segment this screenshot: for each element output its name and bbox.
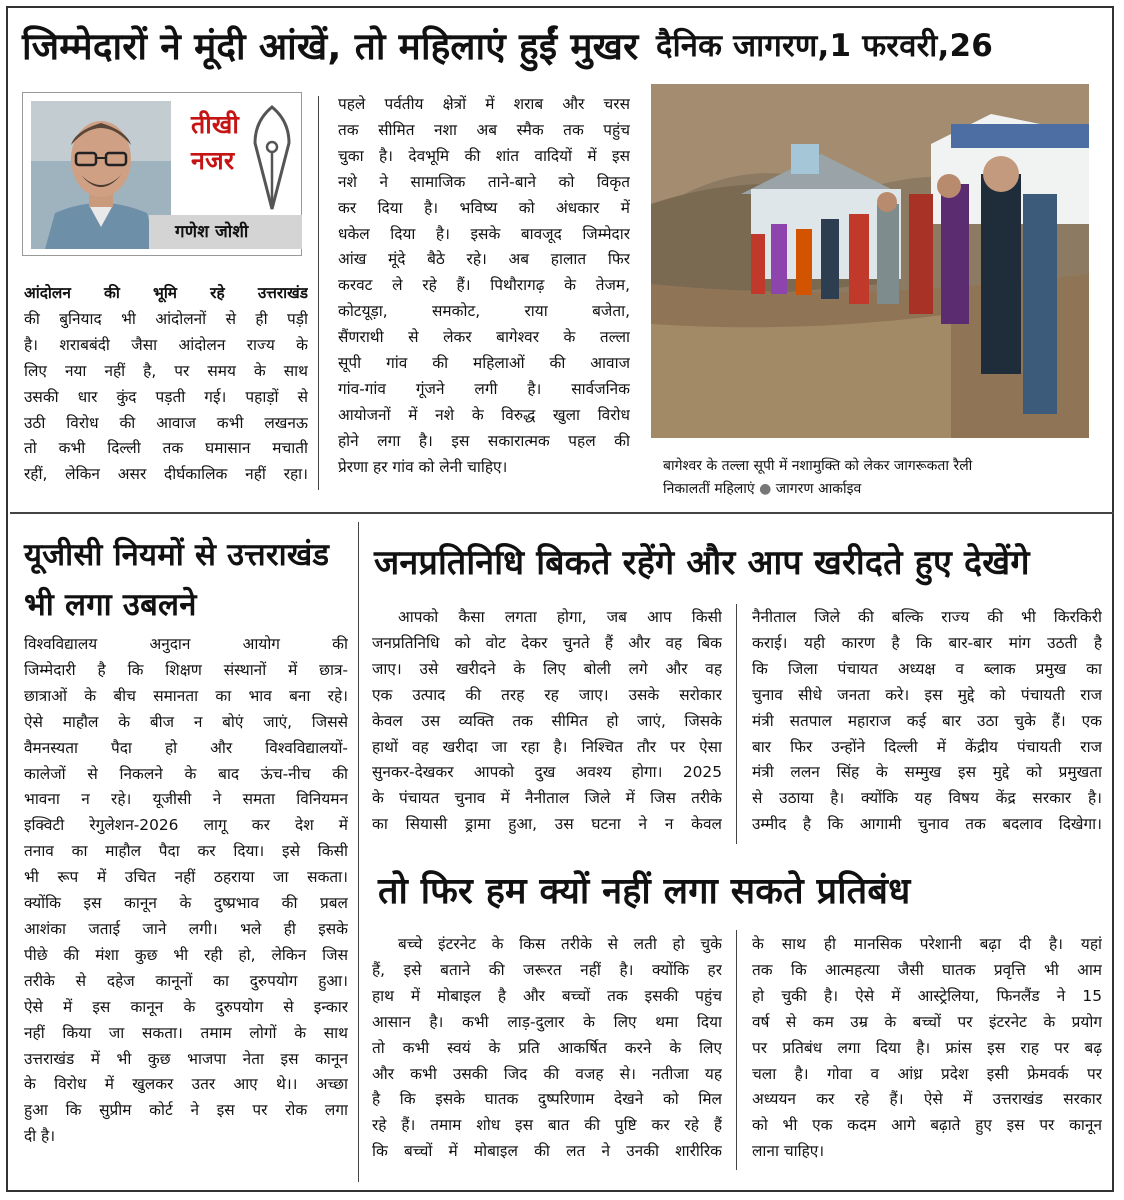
- text-line: है कि इसके घातक दुष्परिणाम देखने को मिल: [372, 1090, 722, 1109]
- text-line: चुका है। देवभूमि की शांत वादियों में इस: [338, 146, 630, 165]
- text-line: रहीं, लेकिन असर दीर्घकालिक नहीं रहा।: [24, 465, 308, 484]
- text-line: मंत्री ललन सिंह के सम्मुख इस मुद्दे को प्रमुखता: [752, 763, 1102, 782]
- text-line: नहीं किया जा सकता। तमाम लोगों के साथ: [24, 1023, 348, 1042]
- column-divider: [736, 604, 737, 844]
- article2-headline-2: भी लगा उबलने: [24, 587, 197, 623]
- text-line: मंत्री सतपाल महाराज कई बार उठा चुके हैं। एक: [752, 711, 1102, 730]
- caption-line-1: बागेश्वर के तल्ला सूपी में नशामुक्ति को लेकर जागरूकता रैली: [663, 458, 973, 474]
- text-line: धकेल दिया है। इसके बावजूद जिम्मेदार: [338, 224, 630, 243]
- rally-photo-image: [651, 84, 1089, 438]
- article3-headline: जनप्रतिनिधि बिकते रहेंगे और आप खरीदते हुए देखेंगे: [374, 543, 1030, 583]
- text-line: चुनाव सीधे जनता करे। इस मुद्दे को पंचायती राज: [752, 685, 1102, 704]
- text-line: सूपी गांव की महिलाओं की आवाज: [338, 354, 630, 373]
- text-line: उसकी धार कुंद पड़ती गई। पहाड़ों से: [24, 387, 308, 406]
- article1-col-left: [24, 281, 308, 488]
- text-line: ऐसे माहौल के बीज न बोएं जाएं, जिससे: [24, 712, 348, 731]
- text-line: उम्मीद है कि आगामी चुनाव तक बदलाव दिखेगा।: [752, 815, 1102, 834]
- column-divider: [736, 930, 737, 1170]
- text-line: बच्चे इंटरनेट के किस तरीके से लती हो चुके: [398, 935, 722, 953]
- text-line: हो चुकी है। ऐसे में आस्ट्रेलिया, फिनलैंड ने 15: [752, 986, 1102, 1005]
- text-line: बार फिर उन्होंने दिल्ली में केंद्रीय पंचायती राज: [752, 737, 1102, 756]
- bullet-icon: ●: [759, 481, 772, 497]
- text-line: सुनकर-देखकर आपको दुख अवश्य होगा। 2025: [372, 763, 722, 782]
- text-line: कि बच्चों में मोबाइल की लत ने उनकी शारीरिक: [372, 1142, 722, 1161]
- text-line: आंख मूंदे बैठे रहे। अब हालात फिर: [338, 250, 630, 269]
- text-line: कालेजों से निकलने के बाद ऊंच-नीच की: [24, 764, 348, 783]
- text-line: तरीके से दहेज कानूनों का दुरुपयोग हुआ।: [24, 971, 348, 990]
- article1-col-middle: [338, 92, 630, 481]
- text-line: होने लगा है। इस सकारात्मक पहल की: [338, 431, 630, 450]
- article2-body: [24, 632, 348, 1150]
- article3-col-right: [752, 605, 1102, 838]
- text-line: छात्राओं के बीच समानता का भाव बना रहे।: [24, 686, 348, 705]
- text-line: विश्वविद्यालय अनुदान आयोग की: [24, 635, 348, 653]
- caption-credit: जागरण आर्काइव: [775, 481, 862, 497]
- text-line: के साथ ही मानसिक परेशानी बढ़ा दी है। यहां: [752, 935, 1102, 953]
- article4-headline: तो फिर हम क्यों नहीं लगा सकते प्रतिबंध: [378, 871, 911, 912]
- text-line: वर्ष से कम उम्र के बच्चों पर इंटरनेट के प्रयोग: [752, 1012, 1102, 1031]
- text-line: हाथों वह खरीदा जा रहा है। निश्चित तौर पर ऐसा: [372, 737, 722, 756]
- text-line: से उठाया है। क्योंकि यह विषय केंद्र सरकार है।: [752, 789, 1102, 808]
- text-line: है। शराबबंदी जैसा आंदोलन राज्य के: [24, 335, 308, 354]
- article1-headline: जिम्मेदारों ने मूंदी आंखें, तो महिलाएं हुईं मुखर: [22, 25, 639, 68]
- text-line: प्रेरणा हर गांव को लेनी चाहिए।: [338, 457, 508, 476]
- text-line: आंदोलन की भूमि रहे उत्तराखंड: [24, 284, 308, 302]
- text-line: के पंचायत चुनाव में नैनीताल जिले में जिस तरीके: [372, 789, 722, 808]
- masthead-date: दैनिक जागरण,1 फरवरी,26: [656, 28, 994, 64]
- text-line: और कभी उसकी जिद की वजह से। नतीजा यह: [372, 1064, 722, 1083]
- column-divider: [318, 96, 319, 490]
- text-line: आसान है। कभी लाड़-दुलार के लिए थमा दिया: [372, 1012, 722, 1031]
- text-line: तनाव का माहौल पैदा कर दिया। इसे किसी: [24, 842, 348, 861]
- text-line: चला है। गोवा व आंध्र प्रदेश इसी फ्रेमवर्क पर: [752, 1064, 1102, 1083]
- text-line: पहले पर्वतीय क्षेत्रों में शराब और चरस: [338, 95, 630, 113]
- text-line: पर प्रतिबंध लगा दिया है। फ्रांस इस राह पर बढ़: [752, 1038, 1102, 1057]
- text-line: जाए। उसे खरीदने के लिए बोली लगे और वह: [372, 659, 722, 678]
- column-label-1: तीखी: [191, 110, 240, 139]
- text-line: लिए नया नहीं है, पर समय के साथ: [24, 361, 308, 380]
- caption-text: निकालतीं महिलाएं: [663, 481, 755, 497]
- text-line: नशे ने सामाजिक ताने-बाने को विकृत: [338, 172, 630, 191]
- text-line: रहे हैं। तमाम शोध इस बात की पुष्टि कर रहे हैं: [372, 1116, 722, 1135]
- text-line: हुआ कि सुप्रीम कोर्ट ने इस पर रोक लगा: [24, 1101, 348, 1120]
- text-line: आयोजनों में नशे के विरुद्ध खुला विरोध: [338, 405, 630, 424]
- text-line: एक उत्पाद की तरह रह जाए। उसके सरोकार: [372, 685, 722, 704]
- text-line: कि जिला पंचायत अध्यक्ष व ब्लाक प्रमुख का: [752, 659, 1102, 678]
- text-line: लाना चाहिए।: [752, 1142, 825, 1161]
- text-line: दी है।: [24, 1127, 56, 1146]
- text-line: आपको कैसा लगता होगा, जब आप किसी: [398, 608, 722, 626]
- caption-line-2: [663, 478, 1083, 501]
- text-line: के विरोध में खुलकर उतर आए थे।। अच्छा: [24, 1075, 348, 1094]
- article4-col-right: [752, 932, 1102, 1165]
- text-line: तो कभी दिल्ली तक घमासान मचाती: [24, 439, 308, 458]
- rally-photo: [651, 84, 1089, 438]
- text-line: हैं, इसे बताने की जरूरत नहीं है। क्योंकि हर: [372, 960, 722, 979]
- column-divider: [358, 522, 359, 1182]
- text-line: ऐसे में इस कानून के दुरुपयोग से इन्कार: [24, 997, 348, 1016]
- text-line: तक सीमित नशा अब स्मैक तक पहुंच: [338, 120, 630, 139]
- text-line: केवल उस व्यक्ति तक सीमित हो जाएं, जिसके: [372, 711, 722, 730]
- article4-col-left: [372, 932, 722, 1165]
- text-line: उठी विरोध की आवाज कभी लखनऊ: [24, 413, 308, 432]
- text-line: करवट ले रहे हैं। पिथौरागढ़ के तेजम,: [338, 276, 630, 295]
- text-line: क्योंकि इस कानून के दुष्प्रभाव की प्रबल: [24, 894, 348, 913]
- text-line: भी रूप में उचित नहीं ठहराया जा सकता।: [24, 868, 348, 887]
- text-line: जनप्रतिनिधि को वोट देकर चुनते हैं और वह बिक: [372, 633, 722, 652]
- section-divider: [10, 512, 1114, 514]
- text-line: का सियासी ड्रामा हुआ, उस घटना ने न केवल: [372, 815, 722, 834]
- text-line: आशंका जताई जाने लगी। भले ही इसके: [24, 919, 348, 938]
- text-line: हाथ में मोबाइल है और बच्चों तक इसकी पहुंच: [372, 986, 722, 1005]
- text-line: इक्विटी रेगुलेशन-2026 लागू कर देश में: [24, 816, 348, 835]
- text-line: कर दिया है। भविष्य को अंधकार में: [338, 198, 630, 217]
- text-line: नैनीताल जिले की बल्कि राज्य की भी किरकिरी: [752, 608, 1102, 626]
- text-line: तक कि आत्महत्या जैसी घातक प्रवृत्ति भी आम: [752, 960, 1102, 979]
- text-line: वैमनस्यता पैदा हो और विश्वविद्यालयों-: [24, 738, 348, 757]
- text-line: की बुनियाद भी आंदोलनों से ही पड़ी: [24, 309, 308, 328]
- text-line: जिम्मेदारी है कि शिक्षण संस्थानों में छात्र-: [24, 660, 348, 679]
- text-line: भावना न रहे। यूजीसी ने समता विनियमन: [24, 790, 348, 809]
- text-line: अध्ययन कर रहे हैं। ऐसे में उत्तराखंड सरकार: [752, 1090, 1102, 1109]
- text-line: कोटयूड़ा, समकोट, राया बजेता,: [338, 302, 630, 321]
- text-line: सैंणराथी से लेकर बागेश्वर के तल्ला: [338, 328, 630, 347]
- text-line: उत्तराखंड में भी कुछ भाजपा नेता इस कानून: [24, 1049, 348, 1068]
- text-line: कराई। यही कारण है कि बार-बार मांग उठती है: [752, 633, 1102, 652]
- article2-headline-1: यूजीसी नियमों से उत्तराखंड: [24, 537, 330, 573]
- photo-caption: [663, 455, 1083, 501]
- author-name: गणेश जोशी: [175, 222, 249, 242]
- text-line: गांव-गांव गूंजने लगी है। सार्वजनिक: [338, 379, 630, 398]
- pen-nib-icon: [249, 103, 295, 213]
- author-box: [22, 92, 302, 256]
- column-label-2: नजर: [191, 146, 235, 175]
- article3-col-left: [372, 605, 722, 838]
- text-line: को भी एक कदम आगे बढ़ाते हुए इस पर कानून: [752, 1116, 1102, 1135]
- text-line: पीछे की मंशा कुछ भी रही हो, लेकिन जिस: [24, 945, 348, 964]
- text-line: तो कभी स्वयं के प्रति आकर्षित करने के लिए: [372, 1038, 722, 1057]
